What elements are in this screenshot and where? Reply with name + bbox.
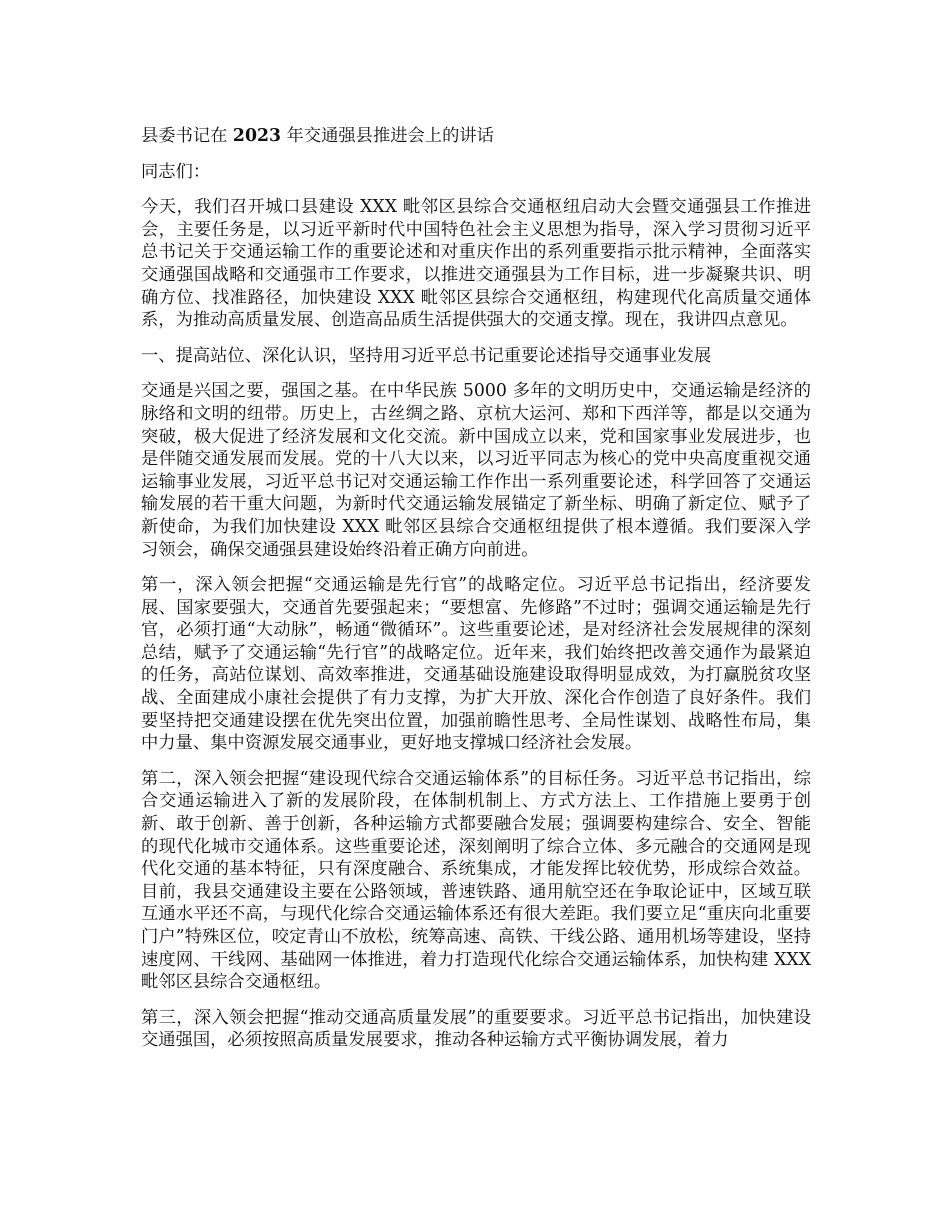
paragraph-transport-foundation: 交通是兴国之要，强国之基。在中华民族 5000 多年的文明历史中，交通运输是经济的脉络和文明的纽带。历史上，古丝绸之路、京杭大运河、郑和下西洋等，都是以交通为突破，极大促进了经济发展和文化交流。新中国成立以来，党和国家事业发展进步，也是伴随交通发展而发展。党的十八大以来，以习近平同志为核心的党中央高度重视交通运输事业发展，习近平总书记对交通运输工作作出一系列重要论述，科学回答了交通运输发展的若干重大问题，为新时代交通运输发展锚定了新坐标、明确了新定位、赋予了新使命，为我们加快建设 XXX 毗邻区县综合交通枢纽提供了根本遵循。我们要深入学习领会，确保交通强县建设始终沿着正确方向前进。 <box>141 381 811 560</box>
title-suffix: 年交通强县推进会上的讲话 <box>286 126 494 146</box>
title-year: 2023 <box>232 126 282 146</box>
paragraph-point-3: 第三，深入领会把握“推动交通高质量发展”的重要要求。习近平总书记指出，加快建设交通强国，必须按照高质量发展要求，推动各种运输方式平衡协调发展，着力 <box>141 1007 811 1051</box>
document-title <box>141 125 811 148</box>
paragraph-point-2: 第二，深入领会把握“建设现代综合交通运输体系”的目标任务。习近平总书记指出，综合交通运输进入了新的发展阶段，在体制机制上、方式方法上、工作措施上要勇于创新、敢于创新、善于创新，各种运输方式都要融合发展；强调要构建综合、安全、智能的现代化城市交通体系。这些重要论述，深刻阐明了综合立体、多元融合的交通网是现代化交通的基本特征，只有深度融合、系统集成，才能发挥比较优势，形成综合效益。目前，我县交通建设主要在公路领域，普速铁路、通用航空还在争取论证中，区域互联互通水平还不高，与现代化综合交通运输体系还有很大差距。我们要立足“重庆向北重要门户”特殊区位，咬定青山不放松，统筹高速、高铁、干线公路、通用机场等建设，坚持速度网、干线网、基础网一体推进，着力打造现代化综合交通运输体系，加快构建 XXX 毗邻区县综合交通枢纽。 <box>141 768 811 993</box>
section-heading-1: 一、提高站位、深化认识，坚持用习近平总书记重要论述指导交通事业发展 <box>141 345 712 366</box>
document-body <box>141 125 811 1065</box>
paragraph-intro: 今天，我们召开城口县建设 XXX 毗邻区县综合交通枢纽启动大会暨交通强县工作推进会，主要任务是，以习近平新时代中国特色社会主义思想为指导，深入学习贯彻习近平总书记关于交通运输工作的重要论述和对重庆作出的系列重要指示批示精神，全面落实交通强国战略和交通强市工作要求，以推进交通强县为工作目标，进一步凝聚共识、明确方位、找准路径，加快建设 XXX 毗邻区县综合交通枢纽，构建现代化高质量交通体系，为推动高质量发展、创造高品质生活提供强大的交通支撑。现在，我讲四点意见。 <box>141 197 811 331</box>
salutation: 同志们： <box>141 161 211 182</box>
paragraph-point-1: 第一，深入领会把握“交通运输是先行官”的战略定位。习近平总书记指出，经济要发展、国家要强大，交通首先要强起来；“要想富、先修路”不过时；强调交通运输是先行官，必须打通“大动脉”，畅通“微循环”。这些重要论述，是对经济社会发展规律的深刻总结，赋予了交通运输“先行官”的战略定位。近年来，我们始终把改善交通作为最紧迫的任务，高站位谋划、高效率推进，交通基础设施建设取得明显成效，为打赢脱贫攻坚战、全面建成小康社会提供了有力支撑，为扩大开放、深化合作创造了良好条件。我们要坚持把交通建设摆在优先突出位置，加强前瞻性思考、全局性谋划、战略性布局，集中力量、集中资源发展交通事业，更好地支撑城口经济社会发展。 <box>141 575 811 754</box>
title-prefix: 县委书记在 <box>141 126 228 146</box>
